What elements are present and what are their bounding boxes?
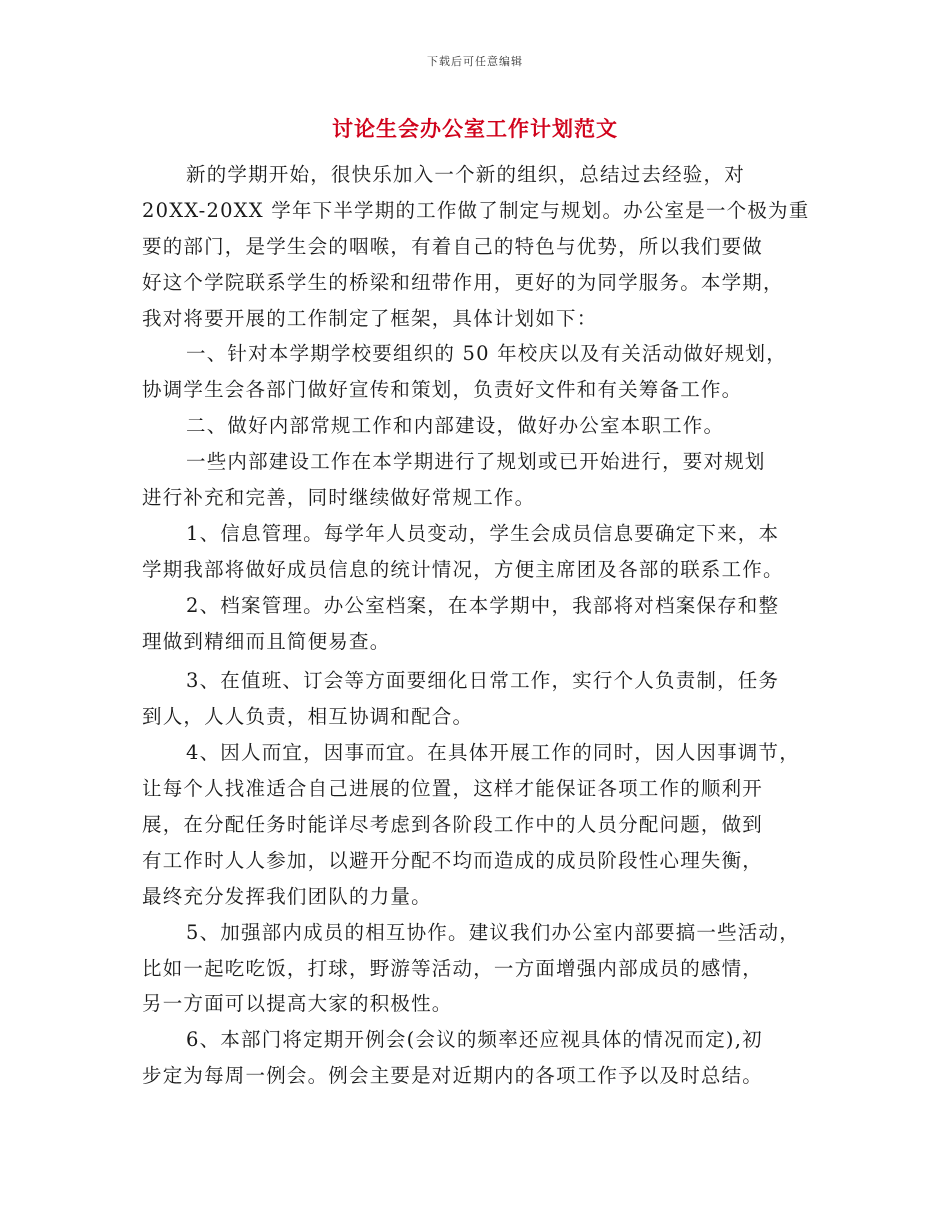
text-line: 另一方面可以提高大家的积极性。 xyxy=(142,992,453,1016)
text-line: 新的学期开始，很快乐加入一个新的组织，总结过去经验，对 xyxy=(186,163,745,186)
text-line: 1、信息管理。每学年人员变动，学生会成员信息要确定下来，本 xyxy=(186,521,780,545)
text-line: 到人，人人负责，相互协调和配合。 xyxy=(142,705,474,729)
text-line: 一些内部建设工作在本学期进行了规划或已开始进行，要对规划 xyxy=(186,450,766,474)
text-line: 我对将要开展的工作制定了框架，具体计划如下： xyxy=(142,306,598,330)
text-line: 协调学生会各部门做好宣传和策划，负责好文件和有关筹备工作。 xyxy=(142,378,743,402)
document-body xyxy=(142,157,818,1094)
text-line: 让每个人找准适合自己进展的位置，这样才能保证各项工作的顺利开 xyxy=(142,777,764,801)
text-line: 进行补充和完善，同时继续做好常规工作。 xyxy=(142,486,536,510)
text-line: 比如一起吃吃饭，打球，野游等活动，一方面增强内部成员的感情， xyxy=(142,956,764,980)
text-line: 二、做好内部常规工作和内部建设，做好办公室本职工作。 xyxy=(186,414,725,438)
text-line: 5、加强部内成员的相互协作。建议我们办公室内部要搞一些活动， xyxy=(186,920,800,944)
header-note: 下载后可任意编辑 xyxy=(427,55,523,68)
text-line: 20XX-20XX 学年下半学期的工作做了制定与规划。办公室是一个极为重 xyxy=(142,198,810,222)
text-line: 3、在值班、订会等方面要细化日常工作，实行个人负责制，任务 xyxy=(186,669,780,693)
text-line: 6、本部门将定期开例会(会议的频率还应视具体的情况而定),初 xyxy=(186,1028,763,1052)
text-line: 2、档案管理。办公室档案，在本学期中，我部将对档案保存和整 xyxy=(186,593,780,617)
text-line: 理做到精细而且简便易查。 xyxy=(142,629,391,653)
text-line: 有工作时人人参加，以避开分配不均而造成的成员阶段性心理失衡， xyxy=(142,848,764,872)
text-line: 步定为每周一例会。例会主要是对近期内的各项工作予以及时总结。 xyxy=(142,1064,764,1088)
text-line: 一、针对本学期学校要组织的 50 年校庆以及有关活动做好规划， xyxy=(186,342,787,366)
document-title: 讨论生会办公室工作计划范文 xyxy=(332,116,618,141)
text-line: 好这个学院联系学生的桥梁和纽带作用，更好的为同学服务。本学期， xyxy=(142,270,784,294)
text-line: 4、因人而宜，因事而宜。在具体开展工作的同时，因人因事调节， xyxy=(186,741,800,765)
text-line: 学期我部将做好成员信息的统计情况，方便主席团及各部的联系工作。 xyxy=(142,557,784,581)
text-line: 展，在分配任务时能详尽考虑到各阶段工作中的人员分配问题，做到 xyxy=(142,813,764,837)
text-line: 要的部门，是学生会的咽喉，有着自己的特色与优势，所以我们要做 xyxy=(142,234,764,258)
text-line: 最终充分发挥我们团队的力量。 xyxy=(142,884,432,908)
